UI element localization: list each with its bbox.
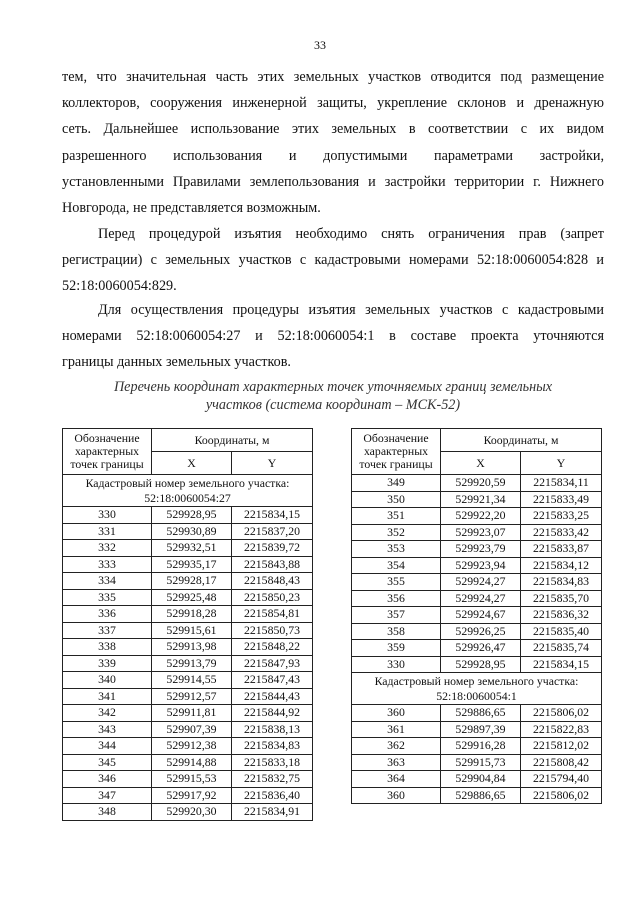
y-coord-cell: 2215848,22 xyxy=(232,639,313,656)
x-coord-cell: 529923,94 xyxy=(441,557,521,574)
point-id-cell: 348 xyxy=(63,804,152,821)
text-line: разрешенного использования и допустимыми параметрами застройки, xyxy=(62,147,604,164)
table-row xyxy=(352,557,602,574)
x-coord-cell: 529915,73 xyxy=(441,754,521,771)
y-coord-cell: 2215834,15 xyxy=(232,507,313,524)
parcel-label: Кадастровый номер земельного участка: 52:18:0060054:27 xyxy=(63,475,313,507)
y-coord-cell: 2215822,83 xyxy=(521,721,602,738)
table-row xyxy=(352,656,602,673)
point-id-cell: 336 xyxy=(63,606,152,623)
point-id-cell: 350 xyxy=(352,491,441,508)
x-coord-cell: 529914,55 xyxy=(152,672,232,689)
table-row xyxy=(352,508,602,525)
y-coord-cell: 2215834,83 xyxy=(521,574,602,591)
table-row xyxy=(63,738,313,755)
y-coord-cell: 2215850,23 xyxy=(232,589,313,606)
x-header: X xyxy=(441,452,521,475)
x-coord-cell: 529923,07 xyxy=(441,524,521,541)
point-id-cell: 337 xyxy=(63,622,152,639)
text-line: регистрации) с земельных участков с кадастровыми номерами 52:18:0060054:828 и xyxy=(62,252,604,269)
y-coord-cell: 2215834,83 xyxy=(232,738,313,755)
x-coord-cell: 529922,20 xyxy=(441,508,521,525)
text-line: 52:18:0060054:829. xyxy=(62,278,177,295)
table-caption xyxy=(62,378,604,414)
text-line: тем, что значительная часть этих земельных участков отводится под размещение xyxy=(62,69,604,85)
coordinates-table-right xyxy=(351,428,602,804)
y-coord-cell: 2215835,74 xyxy=(521,640,602,657)
x-coord-cell: 529913,98 xyxy=(152,639,232,656)
table-row xyxy=(63,639,313,656)
paragraph-2 xyxy=(62,221,604,300)
table-row xyxy=(63,556,313,573)
y-coord-cell: 2215833,49 xyxy=(521,491,602,508)
y-coord-cell: 2215843,88 xyxy=(232,556,313,573)
x-coord-cell: 529917,92 xyxy=(152,787,232,804)
table-row xyxy=(352,524,602,541)
point-id-cell: 334 xyxy=(63,573,152,590)
point-header: Обозначение характерных точек границы xyxy=(63,429,152,475)
point-id-cell: 364 xyxy=(352,771,441,788)
x-coord-cell: 529897,39 xyxy=(441,721,521,738)
point-id-cell: 355 xyxy=(352,574,441,591)
y-coord-cell: 2215833,42 xyxy=(521,524,602,541)
point-id-cell: 363 xyxy=(352,754,441,771)
table-row xyxy=(63,705,313,722)
table-row xyxy=(352,475,602,492)
point-header: Обозначение характерных точек границы xyxy=(352,429,441,475)
table-header-row xyxy=(352,429,602,452)
table-row xyxy=(352,705,602,722)
x-coord-cell: 529928,17 xyxy=(152,573,232,590)
point-id-cell: 357 xyxy=(352,607,441,624)
point-id-cell: 360 xyxy=(352,787,441,804)
table-row xyxy=(63,771,313,788)
y-coord-cell: 2215854,81 xyxy=(232,606,313,623)
coordinates-table-left xyxy=(62,428,313,821)
coords-header: Координаты, м xyxy=(152,429,313,452)
x-coord-cell: 529926,47 xyxy=(441,640,521,657)
table-row xyxy=(63,787,313,804)
point-id-cell: 346 xyxy=(63,771,152,788)
table-row xyxy=(63,721,313,738)
point-id-cell: 335 xyxy=(63,589,152,606)
y-coord-cell: 2215806,02 xyxy=(521,705,602,722)
text-line: границы данных земельных участков. xyxy=(62,354,291,371)
text-line: коллекторов, сооружения инженерной защиты, укрепление склонов и дренажную xyxy=(62,95,604,112)
x-coord-cell: 529916,28 xyxy=(441,738,521,755)
x-coord-cell: 529924,27 xyxy=(441,574,521,591)
text-line: Перед процедурой изъятия необходимо снять ограничения прав (запрет xyxy=(98,226,604,242)
table-row xyxy=(63,754,313,771)
point-id-cell: 331 xyxy=(63,523,152,540)
table-row xyxy=(352,640,602,657)
x-coord-cell: 529914,88 xyxy=(152,754,232,771)
y-coord-cell: 2215836,40 xyxy=(232,787,313,804)
x-coord-cell: 529928,95 xyxy=(441,656,521,673)
text-line: установленными Правилами землепользования и застройки территории г. Нижнего xyxy=(62,173,604,190)
x-coord-cell: 529913,79 xyxy=(152,655,232,672)
point-id-cell: 361 xyxy=(352,721,441,738)
paragraph-3 xyxy=(62,297,604,376)
point-id-cell: 333 xyxy=(63,556,152,573)
x-coord-cell: 529920,30 xyxy=(152,804,232,821)
point-id-cell: 353 xyxy=(352,541,441,558)
point-id-cell: 356 xyxy=(352,590,441,607)
y-coord-cell: 2215834,91 xyxy=(232,804,313,821)
table-row xyxy=(352,590,602,607)
caption-line: участков (система координат – МСК-52) xyxy=(205,397,461,413)
table-row xyxy=(63,589,313,606)
y-header: Y xyxy=(232,452,313,475)
text-line: Новгорода, не представляется возможным. xyxy=(62,199,321,216)
y-coord-cell: 2215834,12 xyxy=(521,557,602,574)
x-coord-cell: 529886,65 xyxy=(441,787,521,804)
x-coord-cell: 529921,34 xyxy=(441,491,521,508)
table-row xyxy=(63,672,313,689)
y-coord-cell: 2215835,70 xyxy=(521,590,602,607)
y-coord-cell: 2215844,43 xyxy=(232,688,313,705)
table-row xyxy=(63,573,313,590)
y-coord-cell: 2215835,40 xyxy=(521,623,602,640)
point-id-cell: 347 xyxy=(63,787,152,804)
caption-line: Перечень координат характерных точек уточняемых границ земельных xyxy=(113,379,553,395)
point-id-cell: 362 xyxy=(352,738,441,755)
table-row xyxy=(352,721,602,738)
x-coord-cell: 529930,89 xyxy=(152,523,232,540)
x-coord-cell: 529928,95 xyxy=(152,507,232,524)
point-id-cell: 338 xyxy=(63,639,152,656)
parcel-row xyxy=(352,673,602,705)
y-coord-cell: 2215848,43 xyxy=(232,573,313,590)
x-header: X xyxy=(152,452,232,475)
table-row xyxy=(352,623,602,640)
point-id-cell: 339 xyxy=(63,655,152,672)
table-body xyxy=(352,429,602,804)
point-id-cell: 360 xyxy=(352,705,441,722)
text-line: Для осуществления процедуры изъятия земельных участков с кадастровыми xyxy=(98,302,604,318)
y-header: Y xyxy=(521,452,602,475)
x-coord-cell: 529920,59 xyxy=(441,475,521,492)
table-row xyxy=(352,491,602,508)
x-coord-cell: 529935,17 xyxy=(152,556,232,573)
point-id-cell: 359 xyxy=(352,640,441,657)
y-coord-cell: 2215832,75 xyxy=(232,771,313,788)
point-id-cell: 330 xyxy=(352,656,441,673)
point-id-cell: 343 xyxy=(63,721,152,738)
table-header-row xyxy=(63,429,313,452)
y-coord-cell: 2215847,93 xyxy=(232,655,313,672)
y-coord-cell: 2215806,02 xyxy=(521,787,602,804)
y-coord-cell: 2215838,13 xyxy=(232,721,313,738)
table-row xyxy=(352,787,602,804)
text-line: сеть. Дальнейшее использование этих земельных в соответствии с их видом xyxy=(62,121,604,138)
point-id-cell: 345 xyxy=(63,754,152,771)
point-id-cell: 354 xyxy=(352,557,441,574)
point-id-cell: 342 xyxy=(63,705,152,722)
point-id-cell: 340 xyxy=(63,672,152,689)
y-coord-cell: 2215833,18 xyxy=(232,754,313,771)
table-row xyxy=(63,606,313,623)
y-coord-cell: 2215834,15 xyxy=(521,656,602,673)
point-id-cell: 332 xyxy=(63,540,152,557)
x-coord-cell: 529907,39 xyxy=(152,721,232,738)
x-coord-cell: 529918,28 xyxy=(152,606,232,623)
y-coord-cell: 2215844,92 xyxy=(232,705,313,722)
y-coord-cell: 2215812,02 xyxy=(521,738,602,755)
x-coord-cell: 529915,53 xyxy=(152,771,232,788)
point-id-cell: 351 xyxy=(352,508,441,525)
y-coord-cell: 2215847,43 xyxy=(232,672,313,689)
y-coord-cell: 2215837,20 xyxy=(232,523,313,540)
table-row xyxy=(63,655,313,672)
point-id-cell: 344 xyxy=(63,738,152,755)
x-coord-cell: 529925,48 xyxy=(152,589,232,606)
table-row xyxy=(352,574,602,591)
y-coord-cell: 2215834,11 xyxy=(521,475,602,492)
y-coord-cell: 2215808,42 xyxy=(521,754,602,771)
table-row xyxy=(63,622,313,639)
coords-header: Координаты, м xyxy=(441,429,602,452)
point-id-cell: 341 xyxy=(63,688,152,705)
text-line: номерами 52:18:0060054:27 и 52:18:0060054:1 в составе проекта уточняются xyxy=(62,328,604,345)
table-body xyxy=(63,429,313,821)
y-coord-cell: 2215833,87 xyxy=(521,541,602,558)
x-coord-cell: 529912,57 xyxy=(152,688,232,705)
x-coord-cell: 529926,25 xyxy=(441,623,521,640)
y-coord-cell: 2215839,72 xyxy=(232,540,313,557)
point-id-cell: 330 xyxy=(63,507,152,524)
y-coord-cell: 2215850,73 xyxy=(232,622,313,639)
y-coord-cell: 2215794,40 xyxy=(521,771,602,788)
table-row xyxy=(352,541,602,558)
x-coord-cell: 529924,27 xyxy=(441,590,521,607)
table-row xyxy=(63,688,313,705)
table-row xyxy=(352,607,602,624)
x-coord-cell: 529924,67 xyxy=(441,607,521,624)
paragraph-1 xyxy=(62,64,604,221)
table-row xyxy=(352,771,602,788)
page-number: 33 xyxy=(314,38,326,52)
table-row xyxy=(63,523,313,540)
table-row xyxy=(352,738,602,755)
parcel-label: Кадастровый номер земельного участка: 52:18:0060054:1 xyxy=(352,673,602,705)
x-coord-cell: 529911,81 xyxy=(152,705,232,722)
point-id-cell: 349 xyxy=(352,475,441,492)
point-id-cell: 358 xyxy=(352,623,441,640)
table-row xyxy=(63,804,313,821)
point-id-cell: 352 xyxy=(352,524,441,541)
x-coord-cell: 529932,51 xyxy=(152,540,232,557)
x-coord-cell: 529904,84 xyxy=(441,771,521,788)
x-coord-cell: 529912,38 xyxy=(152,738,232,755)
y-coord-cell: 2215833,25 xyxy=(521,508,602,525)
table-row xyxy=(352,754,602,771)
x-coord-cell: 529886,65 xyxy=(441,705,521,722)
table-row xyxy=(63,540,313,557)
parcel-row xyxy=(63,475,313,507)
x-coord-cell: 529915,61 xyxy=(152,622,232,639)
x-coord-cell: 529923,79 xyxy=(441,541,521,558)
table-row xyxy=(63,507,313,524)
y-coord-cell: 2215836,32 xyxy=(521,607,602,624)
